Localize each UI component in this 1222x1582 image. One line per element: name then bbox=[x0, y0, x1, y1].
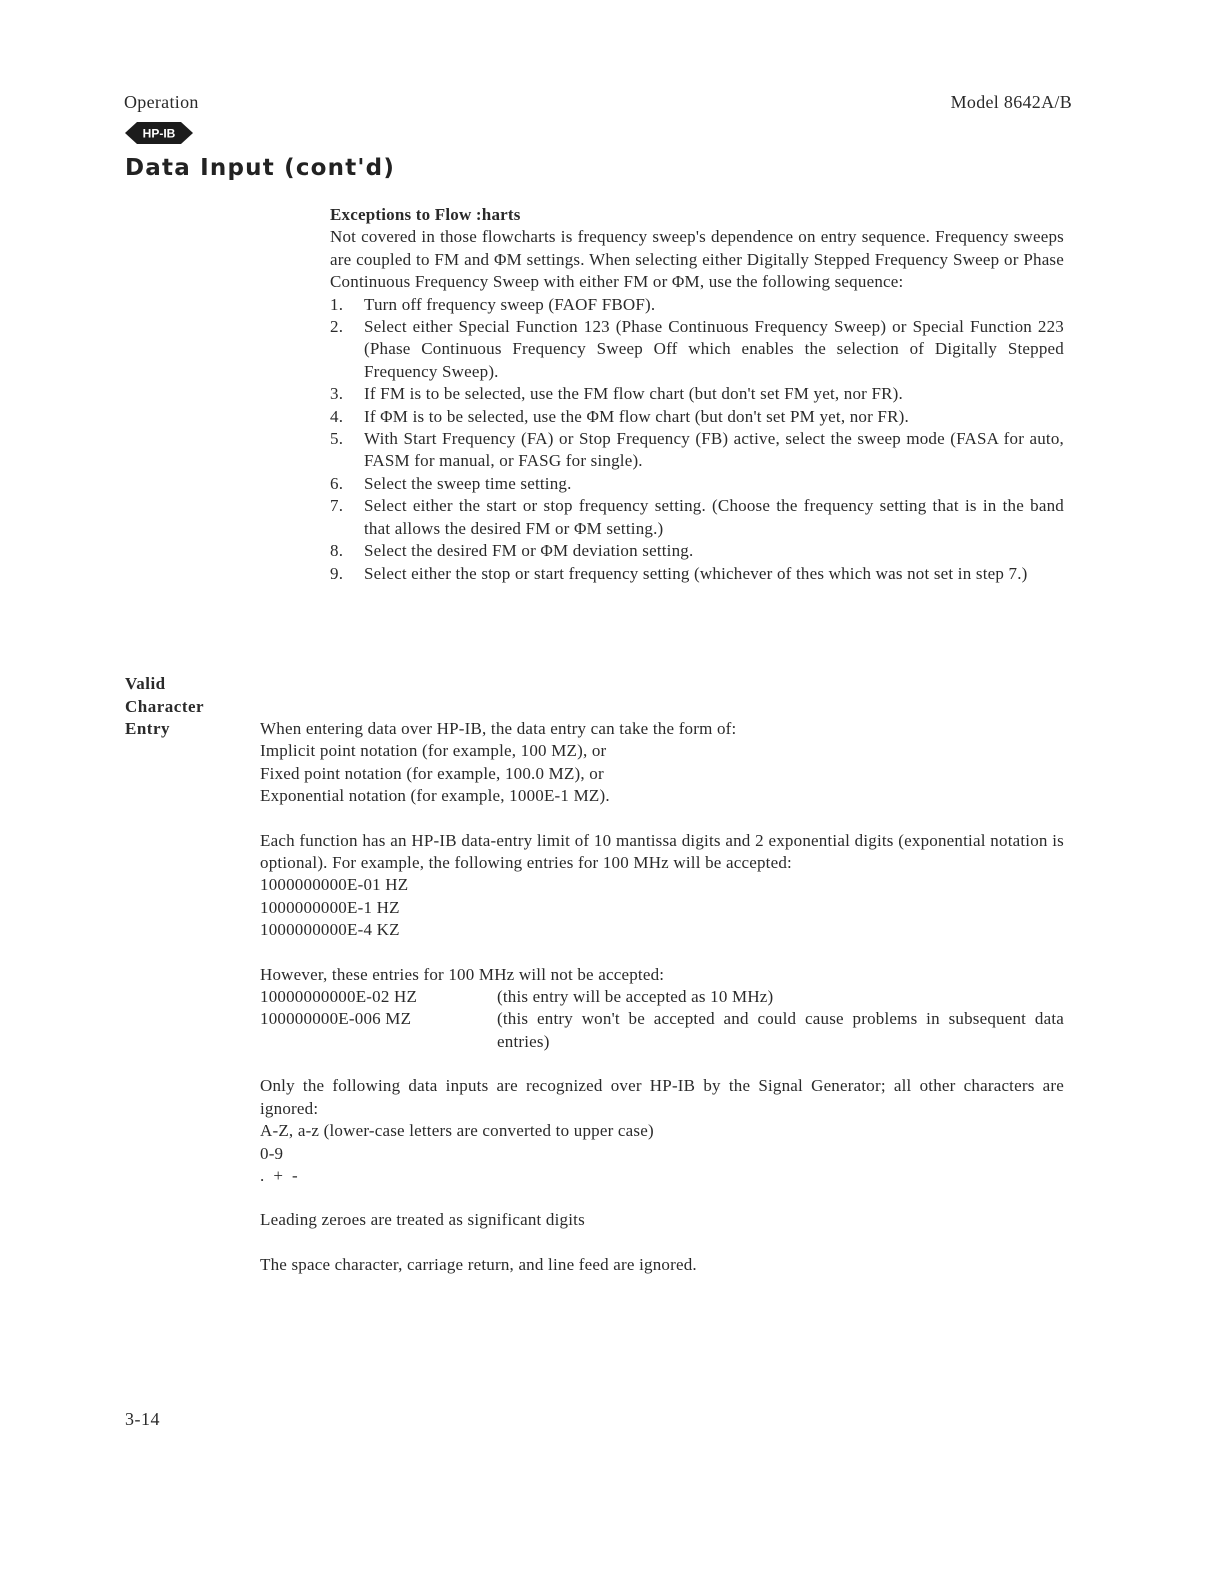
recognized-item: A-Z, a-z (lower-case letters are converted to upper case) bbox=[260, 1121, 654, 1141]
recognized-item: . + - bbox=[260, 1165, 298, 1185]
step-text: Select the sweep time setting. bbox=[364, 473, 572, 493]
step-item bbox=[330, 383, 1064, 405]
exceptions-intro: Not covered in those flowcharts is frequency sweep's dependence on entry sequence. Frequency sweeps are coupled to FM and ΦM settings. When selecting either Digitally Stepped Frequency Sweep or Phase Continuous Frequency Sweep with either FM or ΦM, use the following sequence: bbox=[330, 227, 1064, 292]
accepted-entry: 1000000000E-4 KZ bbox=[260, 920, 400, 940]
step-text: Select the desired FM or ΦM deviation setting. bbox=[364, 541, 694, 561]
page-number: 3-14 bbox=[125, 1409, 160, 1429]
not-accepted-row bbox=[260, 986, 1064, 1008]
page-title: Data Input (cont'd) bbox=[125, 155, 396, 181]
entry-form-line: Exponential notation (for example, 1000E-1 MZ). bbox=[260, 786, 610, 806]
step-item bbox=[330, 563, 1064, 585]
step-number: 8. bbox=[330, 541, 344, 561]
step-text: Select either the stop or start frequency setting (whichever of thes which was not set in step 7.) bbox=[364, 563, 1028, 583]
exceptions-steps bbox=[330, 294, 1064, 585]
step-text: Select either the start or stop frequency setting. (Choose the frequency setting that is in the band that allows the desired FM or ΦM setting.) bbox=[364, 496, 1064, 538]
valid-entry-section bbox=[260, 718, 1064, 1298]
step-number: 1. bbox=[330, 294, 344, 314]
step-item bbox=[330, 406, 1064, 428]
accepted-entry: 1000000000E-1 HZ bbox=[260, 897, 400, 917]
model-label: Model 8642A/B bbox=[950, 92, 1072, 112]
accepted-entry: 1000000000E-01 HZ bbox=[260, 875, 409, 895]
side-heading-line: Character bbox=[125, 696, 205, 716]
step-text: If FM is to be selected, use the FM flow chart (but don't set FM yet, nor FR). bbox=[364, 384, 903, 404]
not-accepted-block bbox=[260, 964, 1064, 1054]
not-accepted-entry: 100000000E-006 MZ bbox=[260, 1009, 412, 1029]
hp-ib-badge-shape bbox=[125, 121, 193, 145]
hp-ib-badge-text: HP-IB bbox=[142, 126, 176, 141]
side-heading-line: Entry bbox=[125, 719, 170, 739]
step-text: Select either Special Function 123 (Phase Continuous Frequency Sweep) or Special Function 223 (Phase Continuous Frequency Sweep Off which enables the selection of Digitally Stepped Frequency Sweep). bbox=[364, 317, 1064, 381]
step-text: Turn off frequency sweep (FAOF FBOF). bbox=[364, 294, 656, 314]
step-item bbox=[330, 495, 1064, 540]
step-text: With Start Frequency (FA) or Stop Frequency (FB) active, select the sweep mode (FASA for auto, FASM for manual, or FASG for single). bbox=[364, 429, 1064, 471]
step-number: 9. bbox=[330, 563, 344, 583]
step-number: 7. bbox=[330, 496, 344, 516]
step-text: If ΦM is to be selected, use the ΦM flow chart (but don't set PM yet, nor FR). bbox=[364, 406, 909, 426]
step-item bbox=[330, 540, 1064, 562]
recognized-block bbox=[260, 1075, 1064, 1187]
entry-form-line: Implicit point notation (for example, 100 MZ), or bbox=[260, 741, 607, 761]
entry-forms-block bbox=[260, 718, 1064, 808]
entry-form-line: When entering data over HP-IB, the data entry can take the form of: bbox=[260, 719, 737, 738]
hp-ib-badge bbox=[125, 121, 193, 145]
step-number: 4. bbox=[330, 406, 344, 426]
step-number: 2. bbox=[330, 317, 344, 337]
step-item bbox=[330, 316, 1064, 383]
recognized-item: 0-9 bbox=[260, 1143, 284, 1163]
step-item bbox=[330, 294, 1064, 316]
not-accepted-entry: 10000000000E-02 HZ bbox=[260, 987, 418, 1007]
step-item bbox=[330, 473, 1064, 495]
not-accepted-note: (this entry will be accepted as 10 MHz) bbox=[497, 987, 774, 1007]
leading-zeroes-note: Leading zeroes are treated as significant digits bbox=[260, 1210, 585, 1230]
section-label: Operation bbox=[124, 92, 199, 112]
limit-paragraph: Each function has an HP-IB data-entry limit of 10 mantissa digits and 2 exponential digits (exponential notation is optional). For example, the following entries for 100 MHz will be accepted: bbox=[260, 830, 1064, 873]
recognized-intro: Only the following data inputs are recognized over HP-IB by the Signal Generator; all other characters are ignored: bbox=[260, 1076, 1064, 1118]
not-accepted-note: (this entry won't be accepted and could cause problems in subsequent data entries) bbox=[497, 1009, 1064, 1051]
step-item bbox=[330, 428, 1064, 473]
accepted-block bbox=[260, 830, 1064, 942]
not-accepted-intro: However, these entries for 100 MHz will not be accepted: bbox=[260, 964, 665, 984]
space-character-note: The space character, carriage return, and line feed are ignored. bbox=[260, 1254, 697, 1274]
side-heading-line: Valid bbox=[125, 674, 166, 693]
exceptions-section bbox=[330, 204, 1064, 585]
entry-form-line: Fixed point notation (for example, 100.0 MZ), or bbox=[260, 763, 604, 783]
step-number: 3. bbox=[330, 384, 344, 404]
not-accepted-row bbox=[260, 1008, 1064, 1053]
valid-character-entry-heading bbox=[125, 673, 204, 741]
step-number: 5. bbox=[330, 429, 344, 449]
exceptions-heading: Exceptions to Flow :harts bbox=[330, 205, 521, 224]
step-number: 6. bbox=[330, 473, 344, 493]
